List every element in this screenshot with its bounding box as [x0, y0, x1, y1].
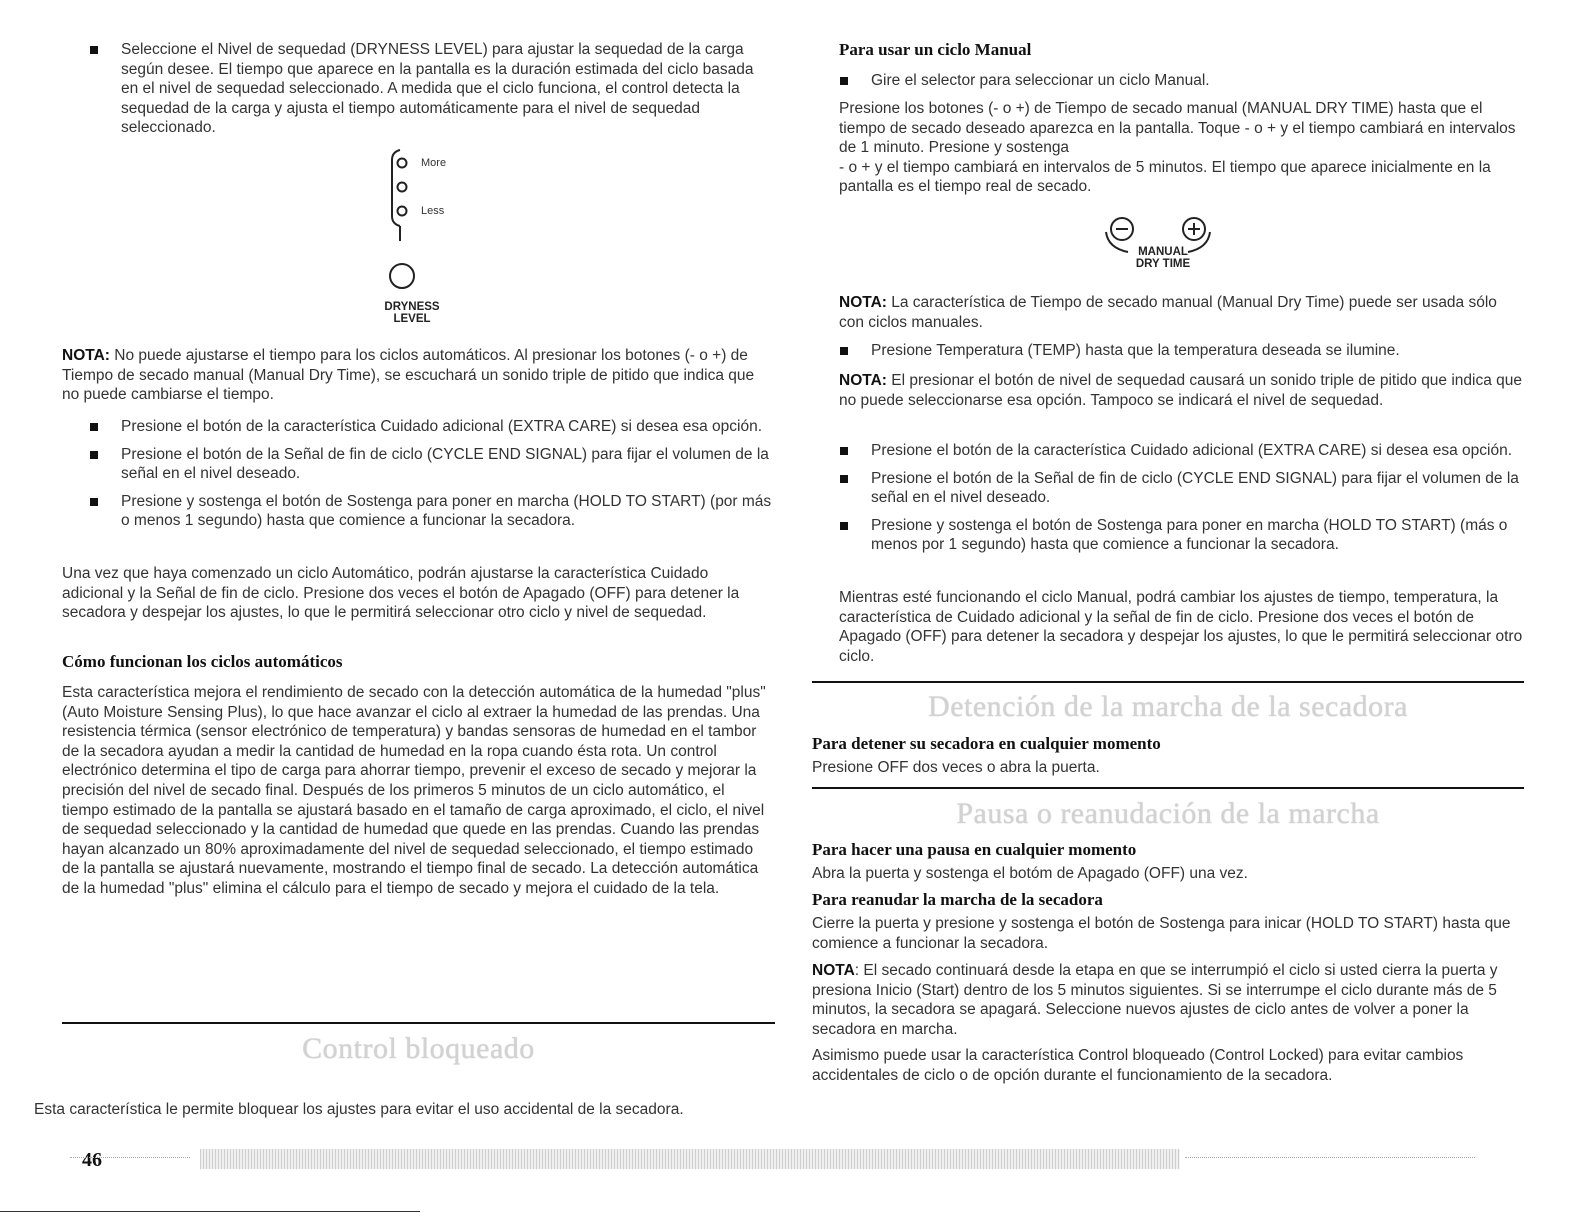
list-item: Presione el botón de la característica Cuidado adicional (EXTRA CARE) si desea esa opción. [840, 441, 1522, 461]
bottom-edge-rule [0, 1211, 420, 1212]
nota-label: NOTA: [62, 347, 110, 364]
list-item: Presione y sostenga el botón de Sostenga para poner en marcha (HOLD TO START) (más o menos por 1 segundo) hasta que comience a funcionar la secadora. [840, 516, 1522, 555]
nota-paragraph [839, 371, 1524, 410]
list-item: Presione y sostenga el botón de Sostenga para poner en marcha (HOLD TO START) (por más o menos 1 segundo) hasta que comience a funcionar la secadora. [90, 492, 772, 531]
temp-bullet-list [840, 341, 1522, 361]
manual-dry-time-paragraph: Presione los botones (- o +) de Tiempo de secado manual (MANUAL DRY TIME) hasta que el tiempo de secado deseado aparezca en la pantalla. Toque - o + y el tiempo cambiará en intervalos de 1 minuto. Presione y sostenga - o + y el tiempo cambiará en intervalos de 5 minutos. El tiempo que aparece inicialmente en la pantalla es el tiempo real de secado. [839, 100, 1516, 196]
subheading-como-funcionan: Cómo funcionan los ciclos automáticos [62, 652, 343, 671]
manual-label-line1: MANUAL [1138, 246, 1188, 258]
page-number: 46 [82, 1149, 102, 1171]
mid-indicator-icon [398, 183, 407, 192]
list-item: Presione Temperatura (TEMP) hasta que la temperatura deseada se ilumine. [840, 341, 1522, 361]
nota-label: NOTA: [839, 294, 887, 311]
list-item: Presione el botón de la Señal de fin de ciclo (CYCLE END SIGNAL) para fijar el volumen de la señal en el nivel deseado. [90, 445, 772, 484]
footer-bar [200, 1149, 1180, 1169]
gire-bullet-list [840, 71, 1522, 91]
dryness-label-line2: LEVEL [393, 313, 431, 325]
footer-dotted-rule-left [70, 1157, 190, 1158]
nota-paragraph [62, 346, 772, 405]
list-item: Gire el selector para seleccionar un ciclo Manual. [840, 71, 1522, 91]
asimismo-paragraph: Asimismo puede usar la característica Control bloqueado (Control Locked) para evitar cambios accidentales de ciclo o de opción durante el funcionamiento de la secadora. [812, 1047, 1464, 1084]
section-divider [62, 1022, 775, 1024]
detener-paragraph: Presione OFF dos veces o abra la puerta. [812, 759, 1100, 776]
more-indicator-icon [398, 159, 407, 168]
footer-dotted-rule-right [1185, 1157, 1475, 1158]
section-divider [812, 681, 1524, 683]
control-bloqueado-paragraph: Esta característica le permite bloquear los ajustes para evitar el uso accidental de la secadora. [34, 1101, 684, 1118]
nota-paragraph [839, 293, 1524, 332]
nota-paragraph [812, 961, 1524, 1039]
dryness-button-icon [390, 264, 414, 288]
dial-less-label: Less [421, 205, 445, 217]
dial-more-label: More [421, 157, 447, 169]
mientras-paragraph: Mientras esté funcionando el ciclo Manual, podrá cambiar los ajustes de tiempo, temperatura, la característica de Cuidado adicional y la señal de fin de ciclo. Presione dos veces el botón de Apagado (OFF) para detener la secadora y despejar los ajustes, lo que le permitirá seleccionar otro ciclo. [839, 589, 1523, 665]
left-bullet-list [90, 417, 772, 531]
nota-label: NOTA: [839, 372, 887, 389]
pausa-paragraph: Abra la puerta y sostenga el botóm de Apagado (OFF) una vez. [812, 865, 1248, 882]
subheading-ciclo-manual: Para usar un ciclo Manual [839, 40, 1032, 59]
subheading-detener: Para detener su secadora en cualquier momento [812, 734, 1161, 753]
auto-cycle-paragraph: Una vez que haya comenzado un ciclo Automático, podrán ajustarse la característica Cuidado adicional y la Señal de fin de ciclo. Presione dos veces el botón de Apagado (OFF) para detener la secadora y despejar los ajustes, lo que le permitirá seleccionar otro ciclo y nivel de sequedad. [62, 565, 740, 622]
nota-label: NOTA [812, 962, 855, 979]
dryness-level-label [372, 301, 452, 325]
right-bullet-list [840, 441, 1522, 555]
subheading-reanudar: Para reanudar la marcha de la secadora [812, 890, 1103, 909]
less-indicator-icon [398, 207, 407, 216]
manual-label-line2: DRY TIME [1135, 258, 1191, 270]
manual-dry-time-label [1123, 246, 1203, 270]
nota-text: : El secado continuará desde la etapa en que se interrumpió el ciclo si usted cierra la puerta y presiona Inicio (Start) dentro de los 5 minutos siguientes. Si se interrumpe el ciclo durante más de 5 minutos, la secadora se apagará. Seleccione nuevos ajustes de ciclo antes de volver a poner la secadora en marcha. [812, 962, 1498, 1038]
subheading-pausa: Para hacer una pausa en cualquier momento [812, 840, 1137, 859]
dryness-label-line1: DRYNESS [384, 301, 440, 313]
nota-text: No puede ajustarse el tiempo para los ciclos automáticos. Al presionar los botones (- o +) de Tiempo de secado manual (Manual Dry Time), se escuchará un sonido triple de pitido que indica que no puede cambiarse el tiempo. [62, 347, 755, 404]
reanudar-paragraph: Cierre la puerta y presione y sostenga el botón de Sostenga para inicar (HOLD TO START) hasta que comience a funcionar la secadora. [812, 915, 1511, 952]
section-title-detencion: Detención de la marcha de la secadora [928, 690, 1408, 723]
dryness-bullet-list [90, 40, 772, 138]
list-item: Presione el botón de la Señal de fin de ciclo (CYCLE END SIGNAL) para fijar el volumen de la señal en el nivel deseado. [840, 469, 1522, 508]
list-item: Presione el botón de la característica Cuidado adicional (EXTRA CARE) si desea esa opción. [90, 417, 772, 437]
section-title-pausa: Pausa o reanudación de la marcha [956, 797, 1380, 830]
nota-text: La característica de Tiempo de secado manual (Manual Dry Time) puede ser usada sólo con ciclos manuales. [839, 294, 1497, 331]
section-title-control-bloqueado: Control bloqueado [302, 1032, 535, 1065]
section-divider [812, 787, 1524, 789]
nota-text: El presionar el botón de nivel de sequedad causará un sonido triple de pitido que indica que no puede seleccionarse esa opción. Tampoco se indicará el nivel de sequedad. [839, 372, 1523, 409]
list-item: Seleccione el Nivel de sequedad (DRYNESS LEVEL) para ajustar la sequedad de la carga según desee. El tiempo que aparece en la pantalla es la duración estimada del ciclo basada en el nivel de sequedad seleccionado. A medida que el ciclo funciona, el control detecta la sequedad de la carga y ajusta el tiempo automáticamente para el nivel de sequedad seleccionado. [90, 40, 772, 138]
como-funcionan-paragraph: Esta característica mejora el rendimiento de secado con la detección automática de la humedad "plus" (Auto Moisture Sensing Plus), lo que hace avanzar el ciclo al extraer la humedad de las prendas. Una resistencia térmica (sensor electrónico de temperatura) y bandas sensoras de humedad en el tambor de la secadora ayudan a medir la cantidad de humedad en la ropa cuando ésta rota. Un control electrónico determina el tipo de carga para ahorrar tiempo, prevenir el exceso de secado y mejorar la precisión del nivel de secado final. Después de los primeros 5 minutos de un ciclo automático, el tiempo estimado de la pantalla se ajustará basado en el tamaño de carga aproximado, el ciclo, el nivel de sequedad seleccionado y la cantidad de humedad que quede en las prendas. Cuando las prendas hayan alcanzado un 80% aproximadamente del nivel de sequedad seleccionado, el tiempo estimado de la pantalla se ajustará nuevamente, mostrando el tiempo final de secado. La detección automática de la humedad "plus" elimina el cálculo para el tiempo de secado y mejora el cuidado de la tela. [62, 684, 766, 897]
